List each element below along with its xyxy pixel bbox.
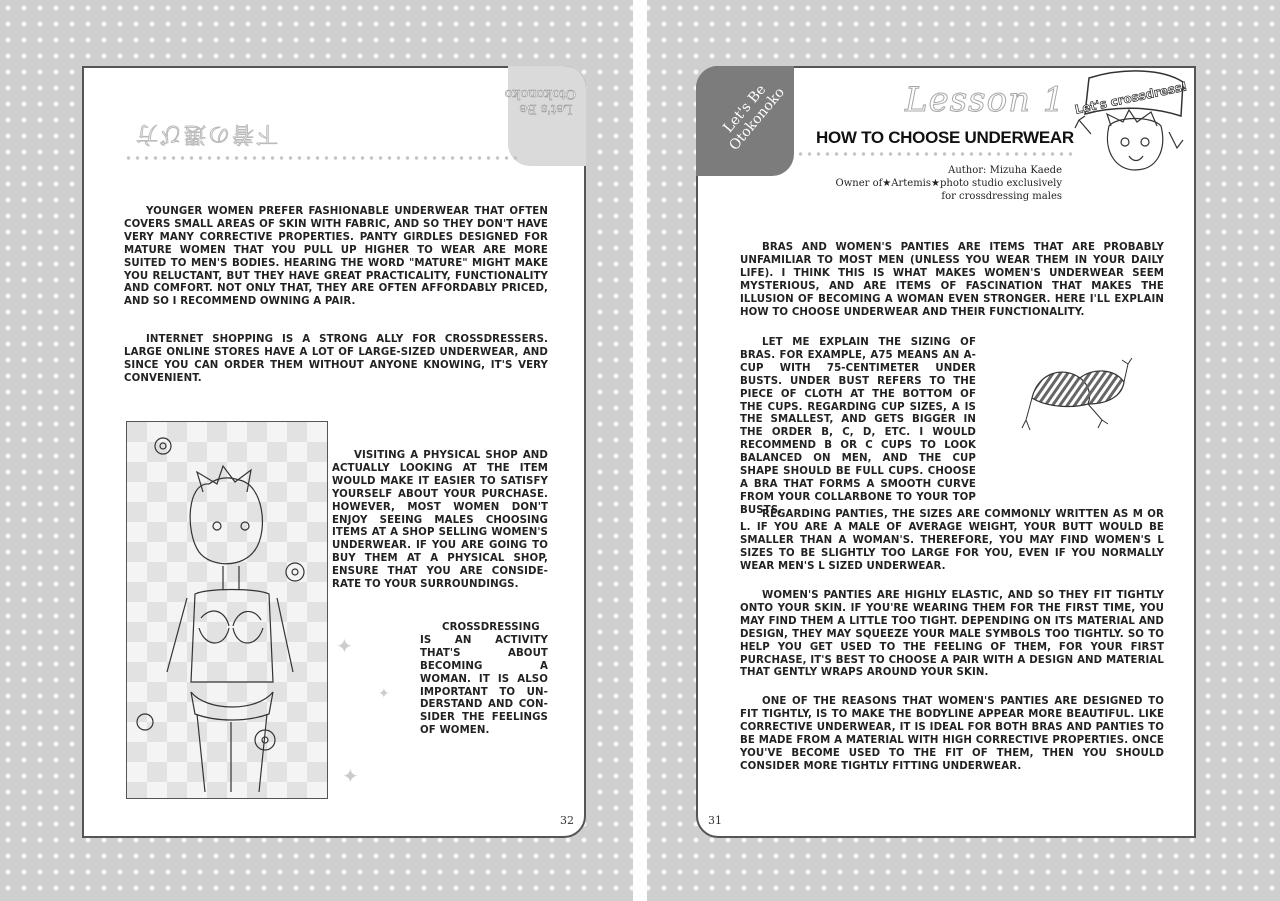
boy-in-lingerie-illustration bbox=[126, 421, 328, 799]
right-page-number: 31 bbox=[708, 814, 722, 827]
right-paragraph-4: WOMEN'S PANTIES ARE HIGHLY ELASTIC, AND SO THEY FIT TIGHTLY ONTO YOUR SKIN. IF YOU'RE WEARING THEM FOR THE FIRST TIME, YOU MAY FIND THEM A LITTLE TOO TIGHT. DEPENDING ON ITS MATERIAL AND DESIGN, THEY MAY SQUEEZE YOUR MALE SYMBOLS TOO TIGHTLY. SO TO HELP YOU GET USED TO THE FEELING OF THEM, FOR YOUR FIRST PURCHASE, IT'S BEST TO CHOOSE A PAIR WITH A DESIGN AND MATERIAL THAT GENTLY WRAPS AROUND YOUR SKIN. bbox=[740, 590, 1164, 679]
right-paragraph-1: BRAS AND WOMEN'S PANTIES ARE ITEMS THAT ARE PROBABLY UNFAMILIAR TO MOST MEN (UNLESS YOU WEAR THEM IN YOUR DAILY LIFE). I THINK THIS IS WHAT MAKES WOMEN'S UNDERWEAR SEEM MYSTERIOUS, AND ARE ITEMS OF FASCINATION THAT MAKES THE ILLUSION OF BECOMING A WOMAN EVEN STRONGER. HERE I'LL EXPLAIN HOW TO CHOOSE UNDERWEAR AND THEIR FUNCTIONALITY. bbox=[740, 242, 1164, 318]
right-dotted-rule bbox=[796, 152, 1072, 156]
sparkle-icon: ✦ bbox=[342, 764, 359, 788]
left-page-number: 32 bbox=[560, 814, 574, 827]
right-tag-text: Let's Be Otokonoko bbox=[720, 81, 788, 154]
right-paragraph-2: LET ME EXPLAIN THE SIZING OF BRAS. FOR EXAMPLE, A75 MEANS AN A-CUP WITH 75-CENTIMETER UNDER BUSTS. UNDER BUST REFERS TO THE PIECE OF CLOTH AT THE BOTTOM OF THE CUPS. REGARDING CUP SIZES, A IS THE SMALLEST, AND GETS BIGGER IN THE ORDER B, C, D, ETC. I WOULD RECOMMEND B OR C CUPS TO LOOK BALANCED ON MEN, AND THE CUP SHAPE SHOULD BE FULL CUPS. CHOOSE A BRA THAT FORMS A SMOOTH CURVE FROM YOUR COLLARBONE TO YOUR TOP BUSTS. bbox=[740, 337, 976, 516]
logo-text: Let's crossdress! bbox=[1073, 79, 1189, 117]
left-paragraph-2: INTERNET SHOPPING IS A STRONG ALLY FOR CROSSDRESSERS. LARGE ONLINE STORES HAVE A LOT OF LARGE-SIZED UNDERWEAR, AND SINCE YOU CAN ORDER THEM WITHOUT ANYONE KNOWING, IT'S VERY CONVENIENT. bbox=[124, 334, 548, 384]
right-page bbox=[696, 66, 1196, 838]
lets-crossdress-logo bbox=[1071, 70, 1189, 180]
lesson-heading: Lesson 1 bbox=[905, 80, 1066, 120]
credit-line-2: Owner of★Artemis★photo studio exclusively bbox=[835, 178, 1062, 189]
right-paragraph-3: REGARDING PANTIES, THE SIZES ARE COMMONLY WRITTEN AS M OR L. IF YOU ARE A MALE OF AVERAGE WEIGHT, YOUR BUTT WOULD BE SMALLER THAN A WOMAN'S. THEREFORE, YOU MAY FIND WOMEN'S L SIZES TO BE SLIGHTLY TOO LARGE FOR YOU, EVEN IF YOU NORMALLY WEAR MEN'S L SIZED UNDERWEAR. bbox=[740, 509, 1164, 572]
page-gutter bbox=[633, 0, 647, 901]
credit-author: Author: Mizuha Kaede bbox=[948, 165, 1062, 176]
sparkle-icon: ✦ bbox=[378, 686, 390, 702]
left-dotted-rule bbox=[124, 156, 520, 160]
right-header-tag bbox=[696, 66, 794, 176]
left-paragraph-4: CROSSDRESSING IS AN ACTIVITY THAT'S ABOUT BECOMING A WOMAN. IT IS ALSO IMPORTANT TO UN-DERSTAND AND CON-SIDER THE FEELINGS OF WOMEN. bbox=[420, 622, 548, 737]
author-credit bbox=[836, 164, 1063, 203]
striped-bra-illustration bbox=[1018, 358, 1132, 438]
left-ghost-title: 下着の選び方 bbox=[134, 121, 279, 146]
left-paragraph-1: YOUNGER WOMEN PREFER FASHIONABLE UNDERWEAR THAT OFTEN COVERS SMALL AREAS OF SKIN WITH FABRIC, AND SO THEY DON'T HAVE VERY MANY CORRECTIVE PROPERTIES. PANTY GIRDLES DESIGNED FOR MATURE WOMEN THAT YOU PULL UP HIGHER TO WEAR ARE MORE SUITED TO MEN'S BODIES. HEARING THE WORD "MATURE" MIGHT MAKE YOU RELUCTANT, BUT THEY HAVE GREAT PRACTICALITY, FUNCTIONALITY AND COMFORT. NOT ONLY THAT, THEY ARE OFTEN AFFORDABLY PRICED, AND SO I RECOMMEND OWNING A PAIR. bbox=[124, 206, 548, 308]
sparkle-icon: ✦ bbox=[336, 634, 353, 658]
left-tag-text: Let's Be Otokonoko bbox=[504, 86, 576, 116]
left-paragraph-3: VISITING A PHYSICAL SHOP AND ACTUALLY LOOKING AT THE ITEM WOULD MAKE IT EASIER TO SATISFY YOURSELF ABOUT YOUR PURCHASE. HOWEVER, MOST WOMEN DON'T ENJOY SEEING MALES CHOOSING ITEMS AT A SHOP SELLING WOMEN'S UNDERWEAR. IF YOU ARE GOING TO BUY THEM AT A PHYSICAL SHOP, ENSURE THAT YOU ARE CONSIDE-RATE TO YOUR SURROUNDINGS. bbox=[332, 450, 548, 591]
credit-line-3: for crossdressing males bbox=[941, 191, 1062, 202]
left-page bbox=[82, 66, 586, 838]
right-paragraph-5: ONE OF THE REASONS THAT WOMEN'S PANTIES ARE DESIGNED TO FIT TIGHTLY, IS TO MAKE THE BODYLINE APPEAR MORE BEAUTIFUL. LIKE CORRECTIVE UNDERWEAR, IT IS IDEAL FOR BOTH BRAS AND PANTIES TO BE MADE FROM A MATERIAL WITH HIGH CORRECTIVE PROPERTIES. ONCE YOU'VE BECOME USED TO THE FIT OF THEM, THEN YOU SHOULD CONSIDER MORE TIGHTLY FITTING UNDERWEAR. bbox=[740, 696, 1164, 772]
left-header-tag bbox=[504, 66, 586, 166]
article-title: HOW TO CHOOSE UNDERWEAR bbox=[816, 128, 1074, 147]
